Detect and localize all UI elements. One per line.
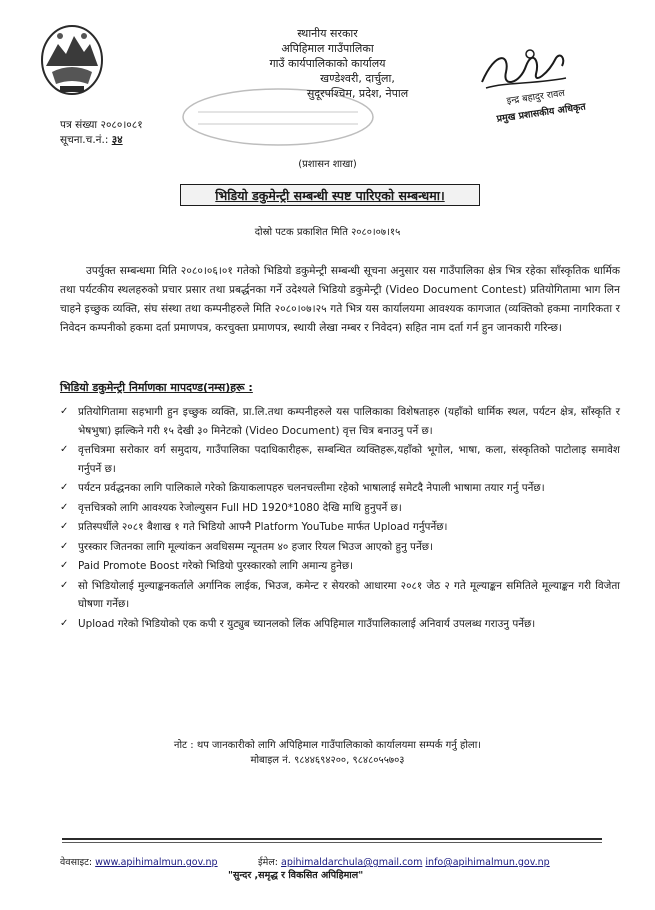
footer-website <box>60 856 218 869</box>
footer-divider-thin <box>62 842 602 843</box>
list-item: ✓ सो भिडियोलाई मुल्याङ्कनकर्ताले अर्गानिक लाईक, भिउज, कमेन्ट र सेयरको आधारमा २०८१ जेठ २ गते मूल्याङ्कन समितिले मूल्याङ्कन गरी विजेता घोषणा गर्नेछ। <box>60 577 620 614</box>
list-item: ✓ Paid Promote Boost गरेको भिडियो पुरस्कारको लागि अमान्य हुनेछ। <box>60 557 620 576</box>
section-label: (प्रशासन शाखा) <box>298 159 357 170</box>
list-item: ✓ पुरस्कार जितनका लागि मूल्यांकन अवधिसम्म न्यूनतम ४० हजार रियल भिउज आएको हुनु पर्नेछ। <box>60 538 620 557</box>
checkmark-icon: ✓ <box>60 444 69 455</box>
header-line-3: गाउँ कार्यपालिकाको कार्यालय <box>269 57 386 70</box>
checkmark-icon: ✓ <box>60 521 69 532</box>
criteria-heading: भिडियो डकुमेन्ट्री निर्माणका मापदण्ड(नम्स)हरू : <box>60 381 253 394</box>
criteria-list <box>60 403 620 634</box>
footer-email <box>258 856 550 869</box>
notice-number-label: सूचना.च.नं.: <box>60 134 109 146</box>
note-phone: मोबाइल नं. ९८४४६९४२००, ९८४८०५५७०३ <box>250 755 405 766</box>
signatory-name: इन्द्र बहादुर रावल <box>506 87 566 107</box>
list-item: ✓ पर्यटन प्रर्वद्धनका लागि पालिकाले गरेको क्रियाकलापहरु चलनचल्तीमा रहेको भाषालाई समेटदै नेपाली भाषामा तयार गर्नु पर्नेछ। <box>60 479 620 498</box>
website-link[interactable]: www.apihimalmun.gov.np <box>95 857 218 868</box>
checkmark-icon: ✓ <box>60 501 69 513</box>
checkmark-icon: ✓ <box>60 617 69 629</box>
footer-slogan: "सुन्दर ,समृद्ध र विकसित अपिहिमाल" <box>228 870 364 881</box>
reissue-date: दोस्रो पटक प्रकाशित मिति २०८०।०७।१५ <box>254 227 401 238</box>
header-line-1: स्थानीय सरकार <box>297 27 358 40</box>
email-label: ईमेल: <box>258 857 278 868</box>
list-item: ✓ Upload गरेको भिडियोको एक कपी र युट्युब च्यानलको लिंक अपिहिमाल गाउँपालिकालाई अनिवार्य उपलब्ध गराउनु पर्नेछ। <box>60 615 620 634</box>
list-item: ✓ वृत्तचित्रमा सरोकार वर्ग समुदाय, गाउँपालिका पदाधिकारीहरू, सम्बन्धित व्यक्तिहरू,यहाँको भूगोल, भाषा, कला, संस्कृतिको पाटोलाइ समावेश गर्नुपर्ने छ। <box>60 441 620 478</box>
list-item: ✓ प्रतियोगितामा सहभागी हुन इच्छुक व्यक्ति, प्रा.लि.तथा कम्पनीहरुले यस पालिकाका विशेषताहरु (यहाँको धार्मिक स्थल, पर्यटन क्षेत्र, साँस्कृति र भेषभुषा) झल्किने गरी १५ देखी ३० मिनेटको (Video Document) वृत्त चित्र बनाउनु पर्ने छ। <box>60 403 620 440</box>
website-label: वेवसाइट: <box>60 857 93 868</box>
checkmark-icon: ✓ <box>60 540 69 552</box>
header-line-2: अपिहिमाल गाउँपालिका <box>281 42 374 55</box>
header-line-5: सुदूरपश्चिम, प्रदेश, नेपाल <box>306 87 409 100</box>
letter-number: पत्र संख्या २०८०।०८१ <box>60 119 143 131</box>
notice-number <box>60 134 123 147</box>
note-line-1: नोट : थप जानकारीको लागि अपिहिमाल गाउँपालिकाको कार्यालयमा सम्पर्क गर्नु होला। <box>173 740 482 751</box>
stamp-icon <box>168 82 388 152</box>
footer-divider <box>62 838 602 840</box>
checkmark-icon: ✓ <box>60 579 69 591</box>
list-item: ✓ वृत्तचित्रको लागि आवश्यक रेजोल्युसन Full HD 1920*1080 देखि माथि हुनुपर्ने छ। <box>60 499 620 518</box>
header-line-4: खण्डेश्वरी, दार्चुला, <box>320 72 395 85</box>
signatory-title: प्रमुख प्रशासकीय अधिकृत <box>496 101 587 125</box>
body-paragraph: उपर्युक्त सम्बन्धमा मिति २०८०।०६।०१ गतेको भिडियो डकुमेन्ट्री सम्बन्धी सूचना अनुसार यस गाउँपालिका क्षेत्र भित्र रहेका साँस्कृतिक धार्मिक तथा पर्यटकीय स्थलहरुको प्रचार प्रसार तथा प्रबर्द्धनका गर्ने उदेश्यले भिडियो डकुमेन्ट्री (Video Document Contest) प्रतियोगितामा भाग लिन चाहने इच्छुक व्यक्ति, संघ संस्था तथा कम्पनीहरुले मिति २०८०।०७।२५ गते भित्र यस कार्यालयमा आवश्यक कागजात (व्यक्तिको हकमा नागरिकता र निवेदन कम्पनीको हकमा दर्ता प्रमाणपत्र, करचुक्ता प्रमाणपत्र, स्थायी लेखा नम्बर र निवेदन) सहित नाम दर्ता गर्न हुन जानकारी गरिन्छ। <box>60 265 620 334</box>
list-item: ✓ प्रतिस्पर्धीले २०८१ बैशाख १ गते भिडियो आफ्नै Platform YouTube मार्फत Upload गर्नुपर्नेछ। <box>60 518 620 537</box>
checkmark-icon: ✓ <box>60 482 69 493</box>
note-block <box>0 738 655 768</box>
email-link-1[interactable]: apihimaldarchula@gmail.com <box>281 857 423 868</box>
notice-number-value: ३४ <box>111 134 123 146</box>
subject-title: भिडियो डकुमेन्ट्री सम्बन्धी स्पष्ट पारिएको सम्बन्धमा। <box>180 184 480 206</box>
email-link-2[interactable]: info@apihimalmun.gov.np <box>425 857 550 868</box>
checkmark-icon: ✓ <box>60 560 69 571</box>
checkmark-icon: ✓ <box>60 406 69 417</box>
